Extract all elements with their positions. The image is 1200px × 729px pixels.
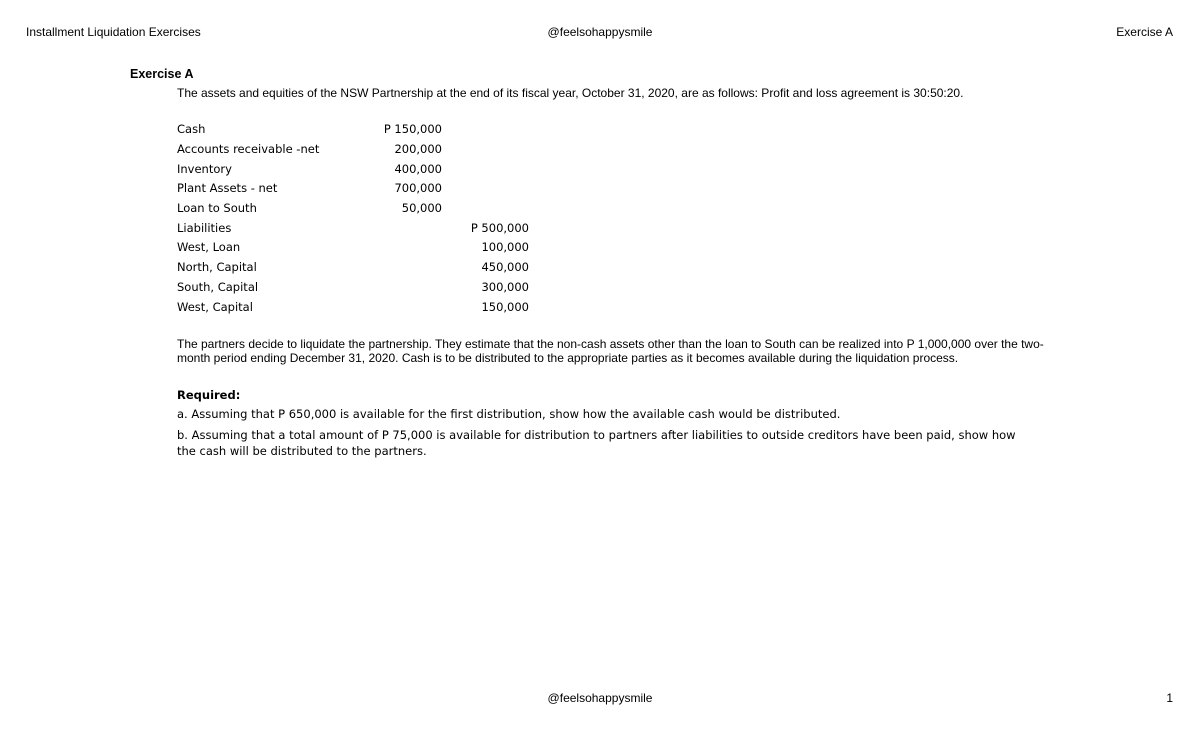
asset-value: P 150,000 bbox=[383, 122, 442, 136]
asset-row bbox=[0, 160, 1200, 178]
header-author-handle: @feelsohappysmile bbox=[547, 25, 653, 39]
equity-label: South, Capital bbox=[177, 280, 259, 294]
asset-label: Accounts receivable -net bbox=[177, 142, 320, 156]
asset-value: 400,000 bbox=[394, 162, 442, 176]
footer-author-handle: @feelsohappysmile bbox=[547, 691, 653, 705]
asset-row bbox=[0, 120, 1200, 138]
equity-label: North, Capital bbox=[177, 260, 257, 274]
asset-label: Cash bbox=[177, 122, 206, 136]
exercise-title: Exercise A bbox=[130, 67, 194, 81]
asset-label: Loan to South bbox=[177, 201, 257, 215]
equity-row bbox=[0, 278, 1200, 296]
header-document-title: Installment Liquidation Exercises bbox=[26, 25, 201, 39]
equity-value: 100,000 bbox=[481, 240, 529, 254]
equity-value: P 500,000 bbox=[470, 221, 529, 235]
equity-value: 150,000 bbox=[481, 300, 529, 314]
asset-row bbox=[0, 199, 1200, 217]
required-heading: Required: bbox=[177, 388, 241, 402]
equity-value: 450,000 bbox=[481, 260, 529, 274]
equity-row bbox=[0, 258, 1200, 276]
required-item-b: b. Assuming that a total amount of P 75,000 is available for distribution to partners after liabilities to outside creditors have been paid, show how the cash will be distributed to the partners. bbox=[177, 428, 1016, 458]
asset-label: Plant Assets - net bbox=[177, 181, 278, 195]
asset-row bbox=[0, 140, 1200, 158]
equity-label: West, Loan bbox=[177, 240, 241, 254]
header-section-label: Exercise A bbox=[1116, 25, 1173, 39]
equity-value: 300,000 bbox=[481, 280, 529, 294]
page-number: 1 bbox=[1166, 691, 1173, 705]
asset-value: 50,000 bbox=[401, 201, 442, 215]
equity-row bbox=[0, 298, 1200, 316]
asset-value: 200,000 bbox=[394, 142, 442, 156]
equity-label: Liabilities bbox=[177, 221, 232, 235]
equity-row bbox=[0, 219, 1200, 237]
equity-row bbox=[0, 238, 1200, 256]
liquidation-paragraph: The partners decide to liquidate the partnership. They estimate that the non-cash assets other than the loan to South can be realized into P 1,000,000 over the two-month period ending December 31, 2020. Cash is to be distributed to the appropriate parties as it becomes available during the liquidation process. bbox=[177, 337, 1044, 365]
asset-value: 700,000 bbox=[394, 181, 442, 195]
asset-label: Inventory bbox=[177, 162, 232, 176]
equity-label: West, Capital bbox=[177, 300, 253, 314]
asset-row bbox=[0, 179, 1200, 197]
required-item-a: a. Assuming that P 650,000 is available for the first distribution, show how the available cash would be distributed. bbox=[177, 407, 841, 421]
exercise-intro: The assets and equities of the NSW Partnership at the end of its fiscal year, October 31, 2020, are as follows: Profit and loss agreement is 30:50:20. bbox=[177, 86, 964, 100]
